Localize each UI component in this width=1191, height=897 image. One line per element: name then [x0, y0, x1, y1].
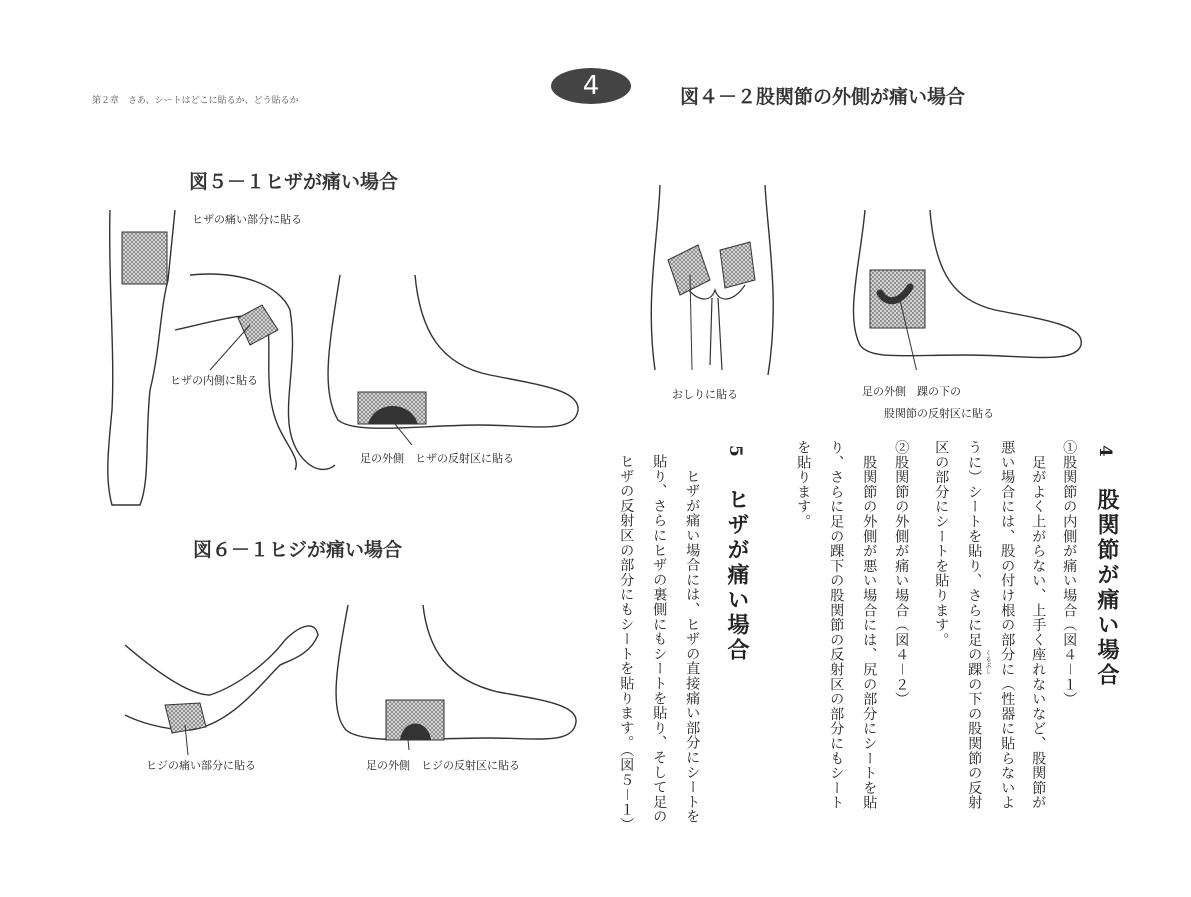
section-4-line-4: うに）シートを貼り、さらに足の踝の下の股関節の反射 — [966, 440, 983, 810]
body-text — [600, 440, 1120, 860]
buttocks-illustration — [640, 180, 780, 390]
section-5-line-1: ヒザが痛い場合には、ヒザの直接痛い部分にシートを — [684, 454, 701, 824]
foot-outer-illustration-hip — [845, 205, 1085, 370]
section-5-number: 5 — [725, 445, 745, 457]
section-4-line-1: ①股関節の内側が痛い場合（図４－１） — [1061, 440, 1078, 707]
foot-outer-illustration-elbow — [328, 600, 578, 750]
section-4-heading: 股関節が痛い場合 — [1094, 488, 1120, 688]
section-5-heading: ヒザが痛い場合 — [724, 488, 750, 663]
chapter-header: 第２章 さあ、シートはどこに貼るか、どう貼るか — [92, 96, 299, 106]
section-5-line-2: 貼り、さらにヒザの裏側にもシートを貼り、そして足の — [651, 454, 668, 824]
section-4-line-2: 足がよく上がらない、上手く座れないなど、股関節が — [1030, 440, 1047, 810]
caption-elbow-painful-part: ヒジの痛い部分に貼る — [146, 759, 256, 772]
figure-5-1-title: 図５－１ヒザが痛い場合 — [189, 171, 399, 193]
caption-foot-hip-1: 足の外側 踝の下の — [862, 385, 961, 398]
caption-foot-elbow: 足の外側 ヒジの反射区に貼る — [366, 759, 520, 772]
caption-knee-inner: ヒザの内側に貼る — [170, 374, 258, 387]
ruby-kurubushi: くるぶし — [984, 650, 991, 674]
section-5-line-3: ヒザの反射区の部分にもシートを貼ります。（図５－１） — [618, 454, 635, 832]
figure-4-2-title: 図４－２股関節の外側が痛い場合 — [680, 86, 966, 108]
section-4-line-9: を貼ります。 — [795, 440, 812, 529]
section-number-badge: 4 — [551, 68, 631, 104]
section-4-line-3: 悪い場合には、股の付け根の部分に（性器に貼らないよ — [999, 440, 1016, 810]
caption-foot-hip-2: 股関節の反射区に貼る — [884, 407, 994, 420]
caption-buttocks: おしりに貼る — [672, 388, 738, 401]
figure-6-1-title: 図６－１ヒジが痛い場合 — [193, 539, 403, 561]
foot-outer-illustration-knee — [320, 270, 580, 445]
section-4-line-5: 区の部分にシートを貼ります。 — [933, 440, 950, 648]
knee-legs-illustration — [100, 210, 350, 510]
section-4-line-8: り、さらに足の踝下の股関節の反射区の部分にもシート — [828, 440, 845, 810]
caption-foot-knee: 足の外側 ヒザの反射区に貼る — [360, 452, 514, 465]
section-4-line-6: ②股関節の外側が痛い場合（図４－２） — [893, 440, 910, 707]
section-4-line-7: 股関節の外側が悪い場合には、尻の部分にシートを貼 — [861, 440, 878, 810]
caption-knee-painful-part: ヒザの痛い部分に貼る — [192, 213, 302, 226]
section-4-number: 4 — [1095, 445, 1115, 457]
elbow-arm-illustration — [120, 615, 320, 755]
